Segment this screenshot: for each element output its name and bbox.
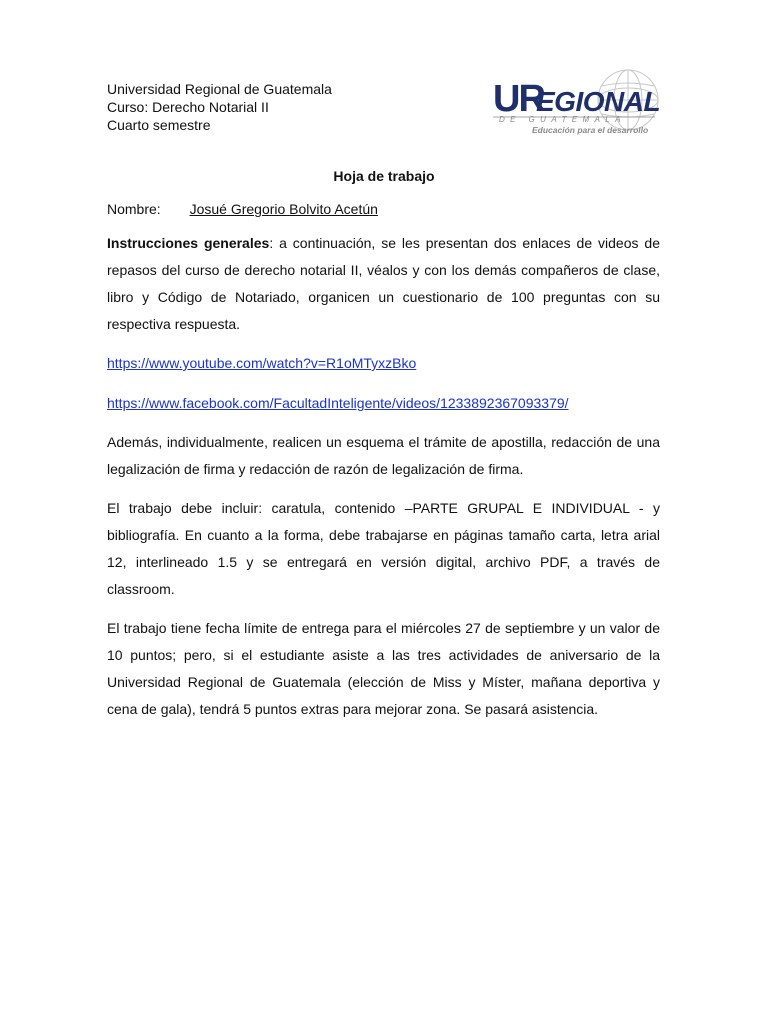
uregional-logo (490, 66, 662, 144)
logo-ur-text: UR (493, 78, 544, 120)
youtube-link[interactable]: https://www.youtube.com/watch?v=R1oMTyxzBko (107, 355, 417, 371)
logo-tagline: Educación para el desarrollo (532, 125, 649, 135)
nombre-line (107, 201, 585, 217)
trabajo-paragraph: El trabajo debe incluir: caratula, contenido –PARTE GRUPAL E INDIVIDUAL - y bibliografía. En cuanto a la forma, debe trabajarse en páginas tamaño carta, letra arial 12, interlineado 1.5 y se entregará en versión digital, archivo PDF, a través de classroom. (107, 500, 660, 597)
logo-sub-text: DE GUATEMALA (499, 115, 626, 124)
youtube-link-line (107, 350, 660, 377)
instrucciones-text: : a continuación, se les presentan dos enlaces de videos de repasos del curso de derecho notarial II, véalos y con los demás compañeros de clase, libro y Código de Notariado, organicen un cuestionario de 100 preguntas con su respectiva respuesta. (107, 235, 660, 332)
instrucciones-paragraph (107, 230, 660, 338)
instrucciones-label: Instrucciones generales (107, 235, 270, 251)
nombre-value: Josué Gregorio Bolvito Acetún (189, 201, 378, 217)
course-name: Curso: Derecho Notarial II (107, 99, 269, 115)
facebook-link[interactable]: https://www.facebook.com/FacultadInteligente/videos/1233892367093379/ (107, 395, 569, 411)
ademas-paragraph: Además, individualmente, realicen un esquema el trámite de apostilla, redacción de una legalización de firma y redacción de razón de legalización de firma. (107, 434, 660, 477)
nombre-label: Nombre: (107, 201, 161, 217)
course-header (107, 80, 332, 134)
semester: Cuarto semestre (107, 117, 211, 133)
fecha-paragraph: El trabajo tiene fecha límite de entrega para el miércoles 27 de septiembre y un valor de 10 puntos; pero, si el estudiante asiste a las tres actividades de aniversario de la Universidad Regional de Guatemala (elección de Miss y Míster, mañana deportiva y cena de gala), tendrá 5 puntos extras para mejorar zona. Se pasará asistencia. (107, 620, 660, 717)
uregional-logo-graphic (490, 66, 662, 144)
logo-egional-text: EGIONAL (536, 86, 661, 117)
page-title: Hoja de trabajo (333, 168, 435, 184)
facebook-link-line (107, 390, 660, 417)
university-name: Universidad Regional de Guatemala (107, 81, 332, 97)
